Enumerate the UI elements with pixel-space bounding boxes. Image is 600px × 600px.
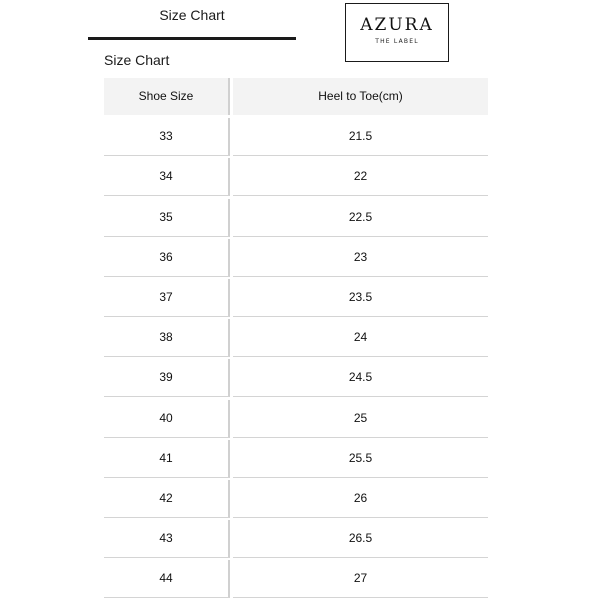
table-row <box>104 158 488 195</box>
shoe-size-cell: 34 <box>104 158 230 196</box>
table-row <box>104 199 488 236</box>
shoe-size-cell: 42 <box>104 480 230 518</box>
shoe-size-cell: 36 <box>104 239 230 277</box>
table-row <box>104 400 488 437</box>
table-row <box>104 480 488 517</box>
table-header-row <box>104 78 488 115</box>
brand-logo <box>345 3 449 62</box>
table-row <box>104 279 488 316</box>
heel-to-toe-cell: 22 <box>233 158 488 196</box>
table-row <box>104 359 488 396</box>
shoe-size-cell: 40 <box>104 400 230 438</box>
header-heel-to-toe: Heel to Toe(cm) <box>233 78 488 115</box>
header-shoe-size: Shoe Size <box>104 78 230 115</box>
table-row <box>104 560 488 597</box>
logo-subtitle: THE LABEL <box>375 38 419 45</box>
size-chart-tab[interactable]: Size Chart <box>159 7 225 23</box>
size-chart-table <box>104 78 488 600</box>
table-row <box>104 239 488 276</box>
shoe-size-cell: 44 <box>104 560 230 598</box>
table-row <box>104 440 488 477</box>
heel-to-toe-cell: 27 <box>233 560 488 598</box>
heel-to-toe-cell: 26 <box>233 480 488 518</box>
shoe-size-cell: 41 <box>104 440 230 478</box>
section-title: Size Chart <box>104 52 170 68</box>
shoe-size-cell: 33 <box>104 118 230 156</box>
table-row <box>104 520 488 557</box>
heel-to-toe-cell: 23.5 <box>233 279 488 317</box>
shoe-size-cell: 35 <box>104 199 230 237</box>
heel-to-toe-cell: 21.5 <box>233 118 488 156</box>
heel-to-toe-cell: 25 <box>233 400 488 438</box>
table-row <box>104 118 488 155</box>
logo-name: AZURA <box>360 15 434 35</box>
heel-to-toe-cell: 24.5 <box>233 359 488 397</box>
heel-to-toe-cell: 24 <box>233 319 488 357</box>
shoe-size-cell: 37 <box>104 279 230 317</box>
shoe-size-cell: 38 <box>104 319 230 357</box>
shoe-size-cell: 39 <box>104 359 230 397</box>
heel-to-toe-cell: 26.5 <box>233 520 488 558</box>
table-row <box>104 319 488 356</box>
heel-to-toe-cell: 25.5 <box>233 440 488 478</box>
heel-to-toe-cell: 22.5 <box>233 199 488 237</box>
heel-to-toe-cell: 23 <box>233 239 488 277</box>
active-tab-indicator <box>88 37 296 40</box>
shoe-size-cell: 43 <box>104 520 230 558</box>
